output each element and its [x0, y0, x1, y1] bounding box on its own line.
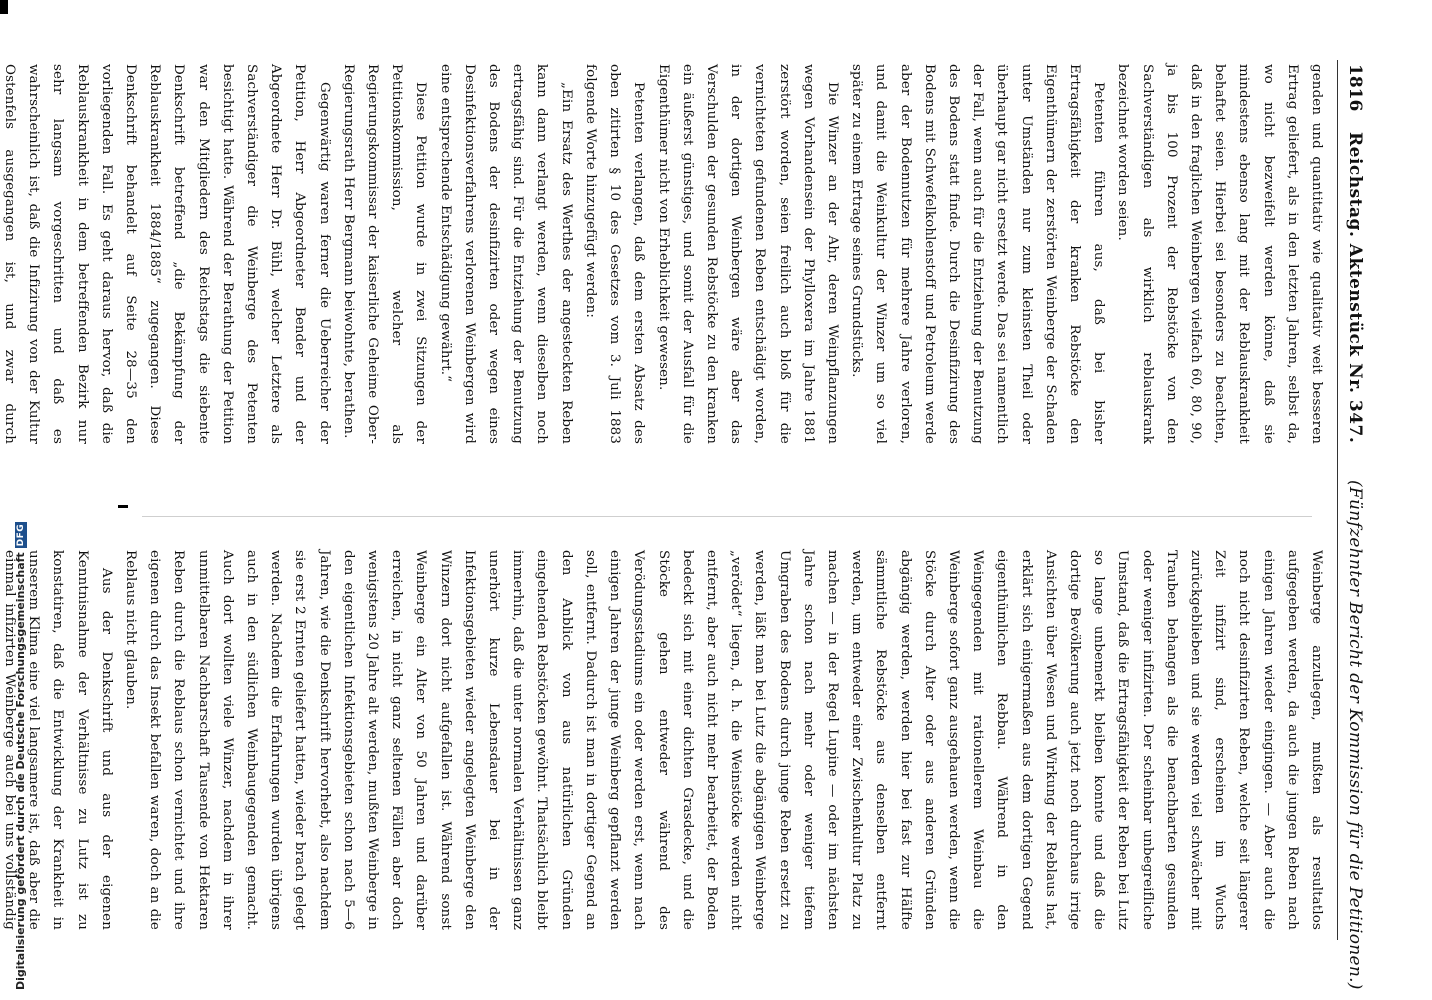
paragraph: Petenten verlangen, daß dem ersten Absatz des oben zitirten § 10 des Gesetzes vom 3. Juli 1883 folgende Worte hinzugefügt werden: [582, 64, 647, 444]
paragraph: Weinberge anzulegen, mußten als resultatlos aufgegeben werden, da auch die jungen Reben nach einigen Jahren wieder eingingen. — Aber auch die noch nicht desinfizirten Reben, welche seit längerer Zeit infizirt sind, erscheinen im Wuchs zurückgeblieben und sie werden viel schwächer mit Trauben behangen als die benachbarten gesunden oder weniger infizirten. Der scheinbar unbegreifliche Umstand, daß die Ertragsfähigkeit der Reben bei Lutz so lange unbemerkt bleiben konnte und daß die dortige Bevölkerung auch jetzt noch durchaus irrige Ansichten über Wesen und Wirkung der Reblaus hat, erklärt sich einigermaßen aus dem dortigen Gegend eigenthümlichen Rebbau. Während in den Weingegenden mit rationellerem Weinbau die Weinberge sofort ganz ausgehauen werden, wenn die Stöcke durch Alter oder aus anderen Gründen abgängig werden, werden hier bei fast zur Hälfte sämmtliche Rebstöcke aus denselben entfernt werden, um entweder einer Zwischenkultur Platz zu machen — in der Regel Lupine — oder im nächsten Jahre schon nach mehr oder weniger tiefem Umgraben des Bodens durch junge Reben ersetzt zu werden, läßt man bei Lutz die abgängigen Weinberge „verödet“ liegen, d. h. die Weinstöcke werden nicht entfernt, aber auch nicht mehr bearbeitet, der Boden bedeckt sich mit einer dichten Grasdecke, und die Stöcke gehen entweder während des Verödungsstadiums ein oder werden erst, wenn nach einigen Jahren der junge Weinberg gepflanzt werden soll, entfernt. Dadurch ist man in dortiger Gegend an den Anblick von aus natürlichen Gründen eingehenden Rebstöcken gewöhnt. Thatsächlich bleibt immerhin, daß die unter normalen Verhältnissen ganz unerhört kurze Lebensdauer bei in der Infektionsgebieten wieder angelegten Weinberge den Winzern dort nicht aufgefallen ist. Während sonst Weinberge ein Alter von 50 Jahren und darüber erreichen, in nicht ganz seltenen Fällen aber doch wenigstens 20 Jahre alt werden, mußten Weinberge in den eigentlichen Infektionsgebieten schon nach 5—6 Jahren, wie die Denkschrift hervorhebt, also nachdem sie erst 2 Ernten geliefert hatten, wieder brach gelegt werden. Nachdem die Erfahrungen wurden übrigens auch in den südlichen Weinbaugegenden gemacht. Auch dort wollten viele Winzer, nachdem in ihrer unmittelbaren Nachbarschaft Tausende von Hektaren Reben durch die Reblaus schon vernichtet und ihre eigenen durch das Insekt befallen waren, doch an die Reblaus nicht glauben. [123, 550, 1324, 930]
page-title: Reichstag. Aktenstück Nr. 347. [1345, 132, 1365, 444]
paragraph: Aus der Denkschrift und aus der eigenen Kenntnisnahme der Verhältnisse zu Lutz ist zu konstatiren, daß die Entwicklung der Krankheit in unserem Klima eine viel langsamere ist, daß aber die einmal infizirten Weinberge auch bei uns vollständig [2, 550, 114, 930]
paragraph: Diese Petition wurde in zwei Sitzungen der Petitionskommission, welcher als Regierungskommissar der kaiserliche Geheime Ober-Regierungsrath Herr Bergmann beiwohnte, berathen. [340, 64, 429, 444]
scan-margin-mark [118, 505, 128, 508]
paragraph: Petenten führen aus, daß bei bisher Ertragsfähigkeit der kranken Rebstöcke den Eigenthümern der zerstörten Weinberge der Schaden unter Umständen nur zum kleinsten Theil oder überhaupt gar nicht ersetzt werde. Das sei namentlich der Fall, wenn auch für die Entziehung der Benutzung des Bodens statt finde. Durch die Desinfizirung des Bodens mit Schwefelkohlenstoff und Petroleum werde aber der Bodennutzen für mehrere Jahre verloren, und damit die Weinkultur der Winzer um so viel später zu einem Ertrage seines Grundstücks. [849, 64, 1107, 444]
text-column-left [2, 64, 1328, 444]
page-header [1337, 60, 1372, 990]
column-divider [142, 516, 1312, 517]
paragraph: Gegenwärtig waren ferner die Ueberreicher der Petition, Herr Abgeordneter Bender und der Abgeordnete Herr Dr. Bühl, welcher Letztere als Sachverständiger die Weinberge des Petenten besichtigt hatte. Während der Berathung der Petition war den Mitgliedern des Reichstags die siebente Denkschrift betreffend „die Bekämpfung der Reblauskrankheit 1884/1885“ zugegangen. Diese Denkschrift behandelt auf Seite 28—35 den vorliegenden Fall. Es geht daraus hervor, daß die Reblauskrankheit in dem betreffenden Bezirk nur sehr langsam vorgeschritten und daß es wahrscheinlich ist, daß die Infizirung von der Kultur Ostenfels ausgegangen ist, und zwar durch [2, 64, 332, 444]
dfg-logo: DFG [15, 523, 26, 547]
paragraph: „Ein Ersatz des Werthes der angesteckten Reben kann dann verlangt werden, wenn dieselben noch ertragsfähig sind. Für die Entziehung der Benutzung des Bodens der desinfizirten oder wegen eines Desinfektionsverfahrens verlorenen Weinbergen wird eine entsprechende Entschädigung gewährt.“ [437, 64, 574, 444]
page-number: 1816 [1345, 64, 1365, 112]
scan-corner-mark [0, 0, 8, 14]
paragraph: Die Winzer an der Ahr, deren Weinpflanzungen wegen Vorhandensein der Phylloxera im Jahre 1881 zerstört worden, seien freilich auch bloß für die vernichteten gefundenen Reben entschädigt worden, in der dortigen Weinbergen wäre aber das Verschulden der gesunden Rebstöcke zu den kranken ein äußerst günstiges, und somit der Ausfall für die Eigenthümer nicht von Erheblichkeit gewesen. [655, 64, 840, 444]
paragraph: genden und quantitativ wie qualitativ weit besseren Ertrag geliefert, als in den letzten Jahren, selbst da, wo nicht bezweifelt werden könne, daß sie mindestens ebenso lang mit der Reblauskrankheit behaftet seien. Hierbei sei besonders zu beachten, daß in den fraglichen Weinbergen vielfach 60, 80, 90, ja bis 100 Prozent der Rebstöcke von den Sachverständigen als wirklich reblauskrank bezeichnet worden seien. [1115, 64, 1324, 444]
footer-text: Digitalisierung gefördert durch die Deutsche Forschungsgemeinschaft [14, 552, 27, 990]
page-subtitle: (Fünfzehnter Bericht der Kommission für die Petitionen.) [1345, 480, 1365, 990]
digitization-footer [14, 522, 27, 990]
